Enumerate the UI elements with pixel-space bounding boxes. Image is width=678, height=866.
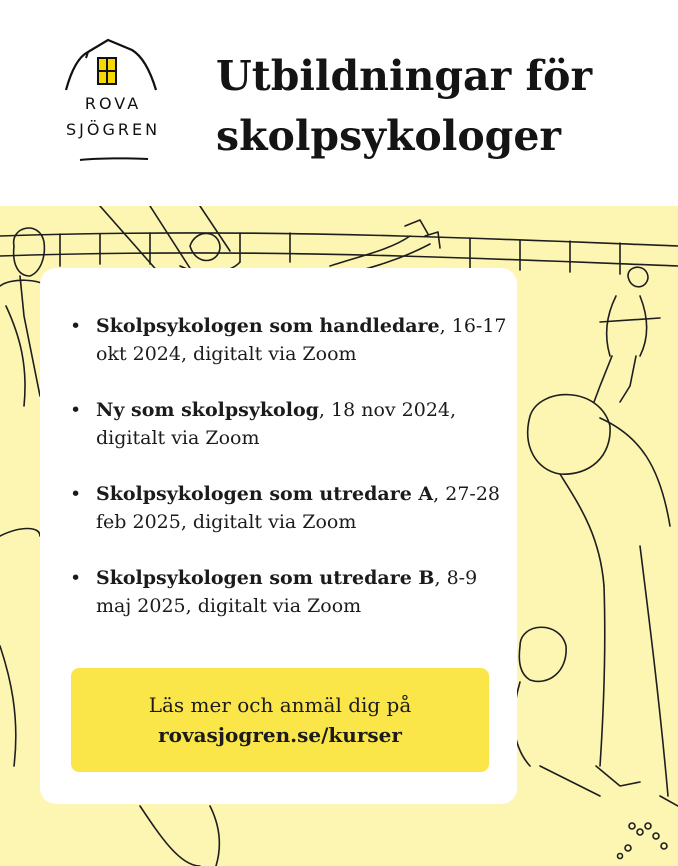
bullet-icon: • — [70, 567, 82, 589]
logo-text-rova: ROVA — [84, 94, 142, 113]
title-line-1: Utbildningar för — [216, 52, 593, 100]
course-name: Skolpsykologen som utredare A — [96, 483, 434, 505]
page-title — [216, 46, 656, 166]
course-details: , 27-28 feb 2025, digitalt via Zoom — [96, 483, 501, 533]
list-item[interactable] — [40, 564, 517, 620]
logo-text-sjogren: SJÖGREN — [65, 120, 161, 139]
course-list — [40, 312, 517, 648]
list-item[interactable] — [40, 396, 517, 452]
bullet-icon: • — [70, 483, 82, 505]
cta-text: Läs mer och anmäl dig på — [148, 693, 412, 717]
course-details: , 16-17 okt 2024, digitalt via Zoom — [96, 315, 507, 365]
rova-sjogren-logo[interactable] — [58, 38, 168, 168]
bullet-icon: • — [70, 399, 82, 421]
cta-link[interactable]: rovasjogren.se/kurser — [158, 723, 402, 747]
course-name: Skolpsykologen som utredare B — [96, 567, 435, 589]
bullet-icon: • — [70, 315, 82, 337]
list-item[interactable] — [40, 312, 517, 368]
course-name: Ny som skolpsykolog — [96, 399, 319, 421]
title-line-2: skolpsykologer — [216, 112, 562, 160]
signup-cta-button[interactable] — [71, 668, 489, 772]
list-item[interactable] — [40, 480, 517, 536]
course-details: , 8-9 maj 2025, digitalt via Zoom — [96, 567, 478, 617]
course-name: Skolpsykologen som handledare — [96, 315, 440, 337]
course-card — [40, 268, 517, 804]
header — [0, 0, 678, 206]
course-details: , 18 nov 2024, digitalt via Zoom — [96, 399, 457, 449]
